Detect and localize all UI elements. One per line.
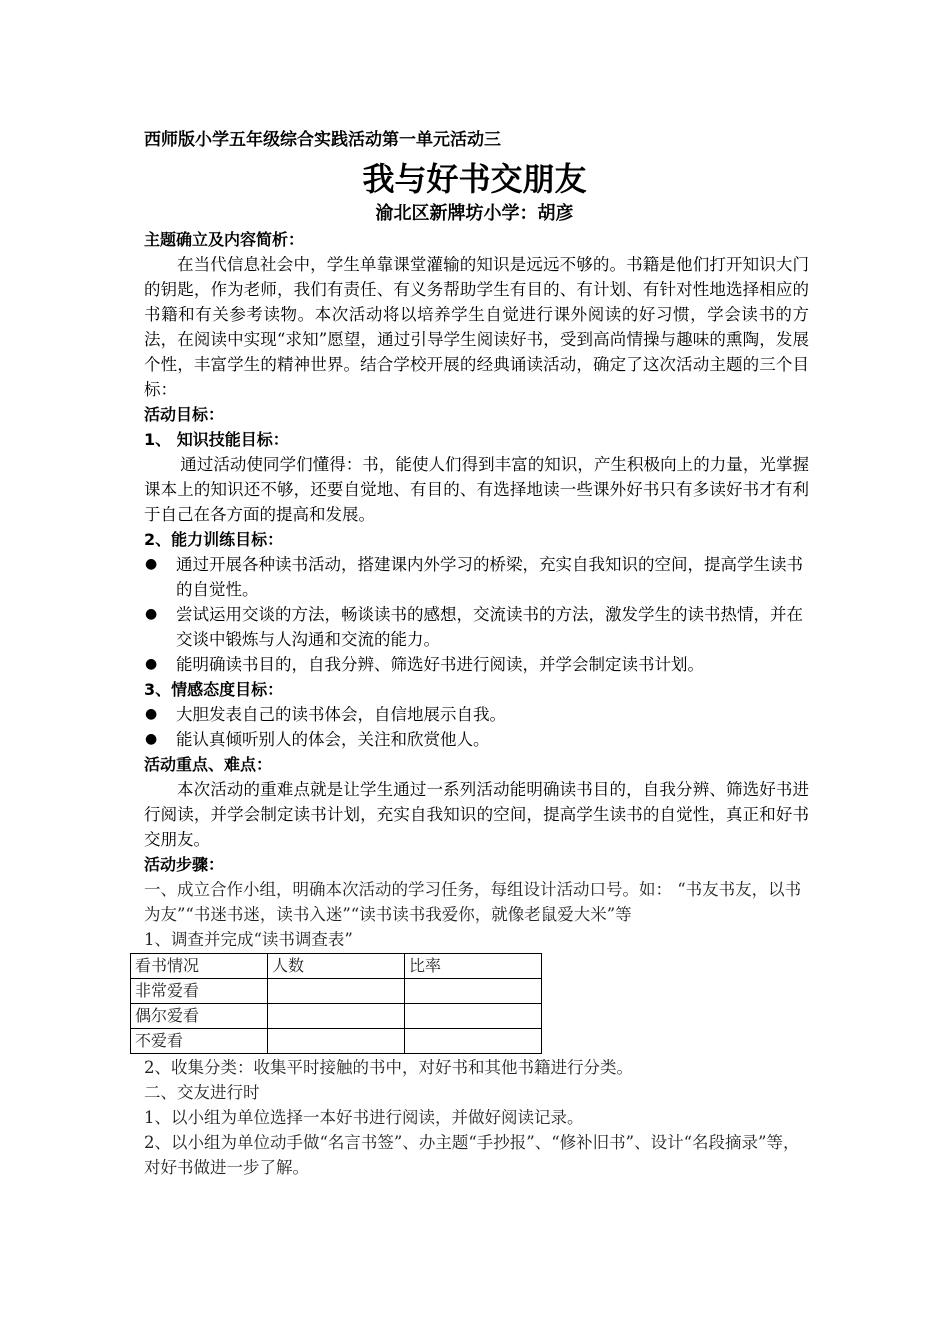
step-two-item-2: 2、以小组为单位动手做“名言书签”、办主题“手抄报”、“修补旧书”、设计“名段摘录”等，对好书做进一步了解。 — [144, 1133, 800, 1177]
bullet-icon: ● — [145, 556, 158, 572]
list-item — [144, 552, 809, 602]
page-title: 我与好书交朋友 — [362, 160, 587, 198]
series-title: 西师版小学五年级综合实践活动第一单元活动三 — [144, 130, 501, 150]
table-header-cell: 比率 — [405, 954, 542, 979]
list-item — [144, 702, 809, 727]
table-cell — [268, 1004, 405, 1029]
bullet-icon: ● — [145, 606, 158, 622]
list-item — [144, 652, 809, 677]
table-row — [131, 1004, 542, 1029]
table-header-row — [131, 954, 542, 979]
table-row — [131, 979, 542, 1004]
knowledge-goal-heading: 1、 知识技能目标： — [144, 430, 289, 449]
emotion-goal-heading: 3、情感态度目标： — [144, 680, 284, 699]
intro-paragraph: 在当代信息社会中，学生单靠课堂灌输的知识是远远不够的。书籍是他们打开知识大门的钥匙，作为老师，我们有责任、有义务帮助学生有目的、有计划、有针对性地选择相应的书籍和有关参考读物。本次活动将以培养学生自觉进行课外阅读的好习惯，学会读书的方法，在阅读中实现“求知”愿望，通过引导学生阅读好书，受到高尚情操与趣味的熏陶，发展个性，丰富学生的精神世界。结合学校开展的经典诵读活动，确定了这次活动主题的三个目标： — [144, 255, 809, 399]
table-cell: 偶尔爱看 — [131, 1004, 268, 1029]
knowledge-goal-paragraph: 通过活动使同学们懂得：书，能使人们得到丰富的知识，产生积极向上的力量，光掌握课本上的知识还不够，还要自觉地、有目的、有选择地读一些课外好书只有多读好书才有利于自己在各方面的提高和发展。 — [144, 455, 809, 524]
list-item-text: 能明确读书目的，自我分辨、筛选好书进行阅读，并学会制定读书计划。 — [176, 655, 704, 674]
key-points-paragraph: 本次活动的重难点就是让学生通过一系列活动能明确读书目的，自我分辨、筛选好书进行阅读，并学会制定读书计划，充实自我知识的空间，提高学生读书的自觉性，真正和好书交朋友。 — [144, 780, 809, 849]
table-cell — [405, 979, 542, 1004]
table-cell — [268, 1029, 405, 1054]
ability-goal-heading: 2、能力训练目标： — [144, 530, 284, 549]
list-item-text: 能认真倾听别人的体会，关注和欣赏他人。 — [176, 730, 490, 749]
bullet-icon: ● — [145, 731, 158, 747]
key-points-heading: 活动重点、难点： — [144, 755, 273, 774]
table-row — [131, 1029, 542, 1054]
list-item-text: 尝试运用交谈的方法，畅谈读书的感想，交流读书的方法，激发学生的读书热情，并在交谈中锻炼与人沟通和交流的能力。 — [176, 605, 803, 649]
survey-title: 1、调查并完成“读书调查表” — [144, 930, 353, 949]
bullet-icon: ● — [145, 656, 158, 672]
goals-heading: 活动目标： — [144, 405, 225, 424]
step-one-text: 一、成立合作小组，明确本次活动的学习任务，每组设计活动口号。如： “书友书友，以书为友”“书迷书迷，读书入迷”“读书读书我爱你，就像老鼠爱大米”等 — [144, 880, 802, 924]
table-cell — [405, 1029, 542, 1054]
list-item-text: 通过开展各种读书活动，搭建课内外学习的桥梁，充实自我知识的空间，提高学生读书的自觉性。 — [176, 555, 803, 599]
table-header-cell: 看书情况 — [131, 954, 268, 979]
table-cell — [268, 979, 405, 1004]
list-item-text: 大胆发表自己的读书体会，自信地展示自我。 — [176, 705, 506, 724]
intro-heading: 主题确立及内容简析： — [144, 230, 305, 249]
table-cell — [405, 1004, 542, 1029]
table-cell: 不爱看 — [131, 1029, 268, 1054]
list-item — [144, 727, 809, 752]
collect-text: 2、收集分类：收集平时接触的书中，对好书和其他书籍进行分类。 — [144, 1058, 633, 1077]
survey-table — [130, 953, 542, 1054]
bullet-icon: ● — [145, 706, 158, 722]
list-item — [144, 602, 809, 652]
author-line: 渝北区新牌坊小学：胡彦 — [375, 203, 574, 224]
table-cell: 非常爱看 — [131, 979, 268, 1004]
step-two-heading: 二、交友进行时 — [144, 1083, 260, 1102]
document-page — [135, 126, 809, 1180]
step-two-item-1: 1、以小组为单位选择一本好书进行阅读，并做好阅读记录。 — [144, 1108, 584, 1127]
steps-heading: 活动步骤： — [144, 855, 225, 874]
table-header-cell: 人数 — [268, 954, 405, 979]
